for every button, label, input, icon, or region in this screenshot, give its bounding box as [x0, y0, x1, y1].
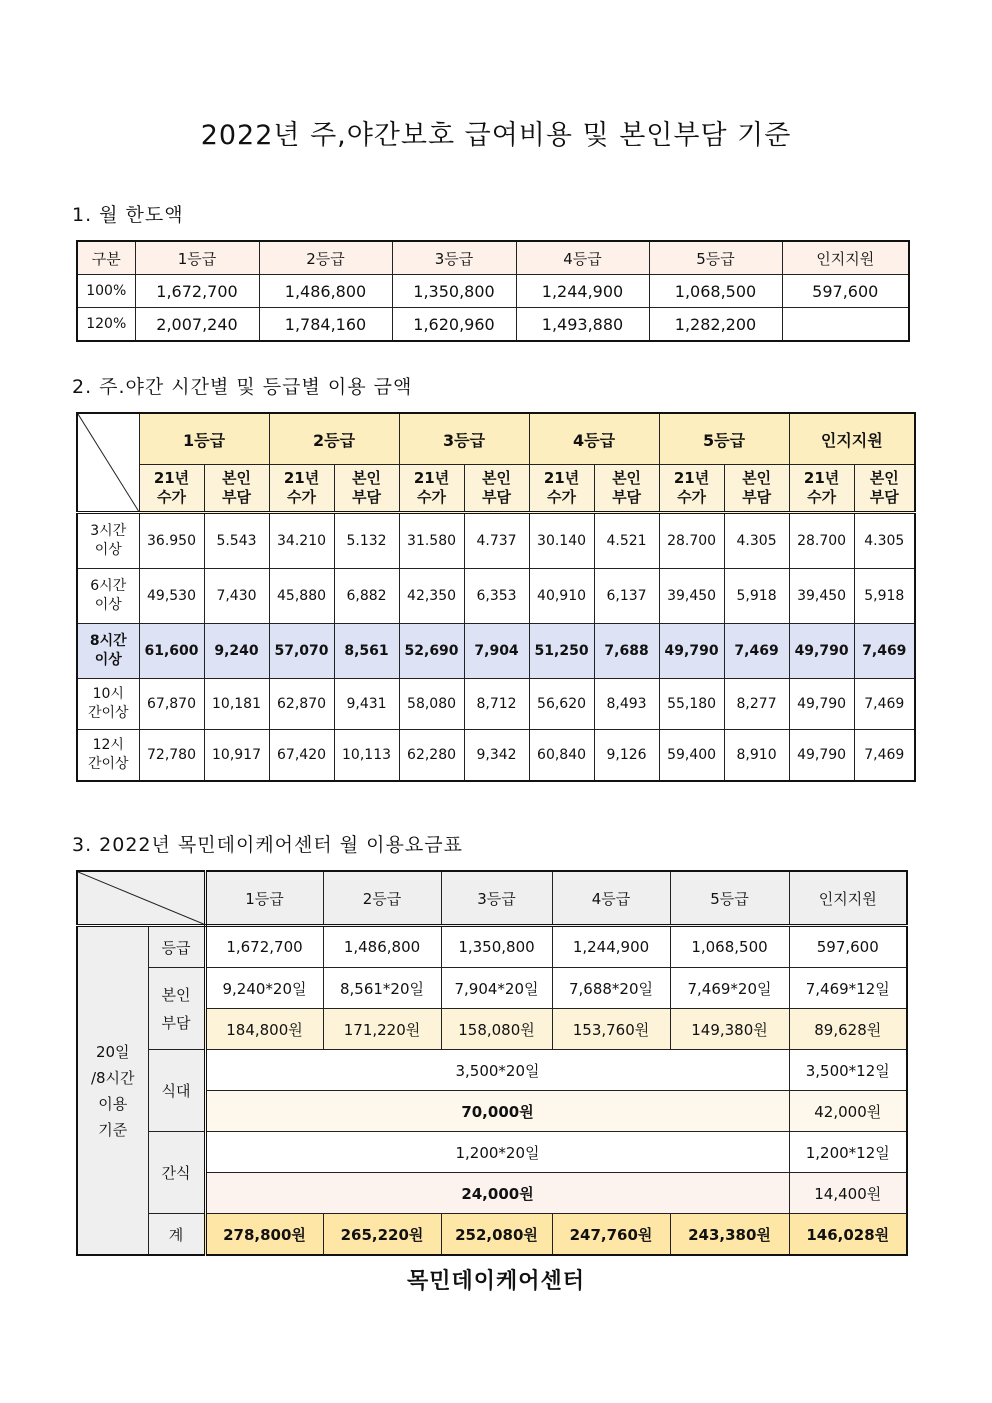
- sub-header-cell: [529, 465, 594, 513]
- cell: 4.305: [854, 513, 915, 569]
- usage-basis-line: 이용: [98, 1094, 128, 1113]
- cell: 61,600: [139, 624, 204, 679]
- row-label: [77, 679, 139, 730]
- cell: 8,493: [594, 679, 659, 730]
- grade-header: 4등급: [552, 871, 670, 926]
- grade-header-row: [77, 413, 915, 465]
- cell: 278,800원: [205, 1214, 323, 1256]
- cell: [782, 308, 909, 342]
- grade-header: 2등급: [269, 413, 399, 465]
- table-row: [77, 308, 909, 342]
- table-row: [77, 513, 915, 569]
- row-label-line: 부담: [161, 1013, 191, 1032]
- monthly-limit-table: [76, 240, 910, 342]
- cell: 7,469: [854, 679, 915, 730]
- cell: 7,469: [854, 624, 915, 679]
- cell: 1,350,800: [441, 926, 552, 968]
- cell: 7,469*20일: [670, 968, 789, 1009]
- sub-header-cell: [204, 465, 269, 513]
- cell: 62,870: [269, 679, 334, 730]
- hourly-rate-table: [76, 412, 916, 782]
- sub-header-line: 부담: [352, 488, 382, 506]
- cell: 67,870: [139, 679, 204, 730]
- cell: 4.737: [464, 513, 529, 569]
- row-label-line: 이상: [94, 542, 122, 558]
- cell: 3,500*20일: [205, 1050, 789, 1091]
- cell: 146,028원: [789, 1214, 907, 1256]
- sub-header-line: 21년: [673, 469, 710, 487]
- cell: 1,486,800: [323, 926, 441, 968]
- cell: 1,200*20일: [205, 1132, 789, 1173]
- row-label: 120%: [77, 308, 135, 342]
- cell: 59,400: [659, 730, 724, 782]
- sub-header-row: [77, 465, 915, 513]
- cell: 40,910: [529, 569, 594, 624]
- sub-header-line: 21년: [153, 469, 190, 487]
- cell: 2,007,240: [135, 308, 259, 342]
- cell: 171,220원: [323, 1009, 441, 1050]
- cell: 42,350: [399, 569, 464, 624]
- table-row: [77, 275, 909, 308]
- cell: 70,000원: [205, 1091, 789, 1132]
- sub-header-cell: [334, 465, 399, 513]
- cell: 1,486,800: [259, 275, 392, 308]
- cell: 6,882: [334, 569, 399, 624]
- sub-header-line: 21년: [413, 469, 450, 487]
- sub-header-cell: [139, 465, 204, 513]
- center-name-footer: 목민데이케어센터: [406, 1269, 586, 1294]
- sub-header-cell: [854, 465, 915, 513]
- sub-header-line: 부담: [482, 488, 512, 506]
- row-label-line: 3시간: [90, 523, 127, 539]
- cell: 49,530: [139, 569, 204, 624]
- sub-header-cell: [464, 465, 529, 513]
- grade-header: 1등급: [205, 871, 323, 926]
- cell: 5.132: [334, 513, 399, 569]
- row-label-line: 10시: [92, 686, 124, 702]
- cell: 28.700: [789, 513, 854, 569]
- cell: 158,080원: [441, 1009, 552, 1050]
- sub-header-cell: [399, 465, 464, 513]
- sub-header-line: 수가: [287, 488, 316, 506]
- sub-header-line: 본인: [869, 469, 899, 487]
- row-label: [148, 968, 205, 1050]
- sub-header-line: 부담: [612, 488, 642, 506]
- grade-header: 5등급: [670, 871, 789, 926]
- grade-header: 1등급: [139, 413, 269, 465]
- grade-header: 4등급: [529, 413, 659, 465]
- cell: 1,244,900: [516, 275, 649, 308]
- section1-heading: 1. 월 한도액: [72, 204, 184, 226]
- row-label-line: 12시: [92, 737, 124, 753]
- sub-header-line: 부담: [869, 488, 899, 506]
- cell: 67,420: [269, 730, 334, 782]
- cell: 30.140: [529, 513, 594, 569]
- monthly-fee-table: [76, 870, 908, 1256]
- cell: 4.521: [594, 513, 659, 569]
- sub-header-line: 21년: [283, 469, 320, 487]
- cell: 1,784,160: [259, 308, 392, 342]
- cell: 10,181: [204, 679, 269, 730]
- grade-header-row: [77, 871, 907, 926]
- row-label-line: 8시간: [89, 633, 127, 649]
- cell: 7,904: [464, 624, 529, 679]
- grade-limit-row: [77, 926, 907, 968]
- cell: 10,917: [204, 730, 269, 782]
- cell: 7,904*20일: [441, 968, 552, 1009]
- diagonal-line: [78, 414, 139, 511]
- header-cell: 5등급: [649, 241, 782, 275]
- cell: 8,910: [724, 730, 789, 782]
- usage-basis-label: [77, 926, 148, 1256]
- cell: 1,672,700: [135, 275, 259, 308]
- grade-header: 2등급: [323, 871, 441, 926]
- header-cell: 2등급: [259, 241, 392, 275]
- header-cell: 1등급: [135, 241, 259, 275]
- cell: 252,080원: [441, 1214, 552, 1256]
- cell: 39,450: [659, 569, 724, 624]
- cell: 247,760원: [552, 1214, 670, 1256]
- cell: 8,561: [334, 624, 399, 679]
- cell: 7,469: [854, 730, 915, 782]
- cell: 31.580: [399, 513, 464, 569]
- cell: 49,790: [789, 679, 854, 730]
- sub-header-line: 수가: [677, 488, 707, 506]
- table-header-row: [77, 241, 909, 275]
- sub-header-line: 부담: [222, 488, 251, 506]
- row-label: 등급: [148, 926, 205, 968]
- diagonal-corner-cell: [77, 871, 205, 926]
- cell: 1,244,900: [552, 926, 670, 968]
- sub-header-line: 부담: [742, 488, 772, 506]
- cell: 149,380원: [670, 1009, 789, 1050]
- sub-header-cell: [269, 465, 334, 513]
- row-label: [77, 624, 139, 679]
- section3-heading: 3. 2022년 목민데이케어센터 월 이용요금표: [72, 834, 463, 856]
- sub-header-line: 본인: [352, 469, 382, 487]
- header-cell: 3등급: [392, 241, 516, 275]
- row-label-line: 이상: [94, 597, 122, 613]
- cell: 1,068,500: [649, 275, 782, 308]
- cell: 89,628원: [789, 1009, 907, 1050]
- diagonal-line: [78, 872, 204, 924]
- header-cell: 구분: [77, 241, 135, 275]
- section2-heading: 2. 주.야간 시간별 및 등급별 이용 금액: [72, 376, 413, 398]
- cell: 5,918: [854, 569, 915, 624]
- row-label-line: 본인: [161, 985, 191, 1004]
- cell: 1,620,960: [392, 308, 516, 342]
- row-label-line: 간이상: [87, 705, 129, 721]
- table-row: [77, 569, 915, 624]
- sub-header-cell: [789, 465, 854, 513]
- usage-basis-line: 기준: [98, 1120, 128, 1139]
- cell: 45,880: [269, 569, 334, 624]
- meal-formula-row: [77, 1050, 907, 1091]
- grade-header: 인지지원: [789, 871, 907, 926]
- cell: 3,500*12일: [789, 1050, 907, 1091]
- row-label: [77, 513, 139, 569]
- cell: 8,712: [464, 679, 529, 730]
- cell: 49,790: [789, 730, 854, 782]
- sub-header-cell: [594, 465, 659, 513]
- cell: 9,431: [334, 679, 399, 730]
- cell: 56,620: [529, 679, 594, 730]
- cell: 39,450: [789, 569, 854, 624]
- cell: 7,688: [594, 624, 659, 679]
- cell: 8,561*20일: [323, 968, 441, 1009]
- cell: 9,240: [204, 624, 269, 679]
- cell: 265,220원: [323, 1214, 441, 1256]
- row-label: [77, 569, 139, 624]
- cell: 1,493,880: [516, 308, 649, 342]
- cell: 597,600: [782, 275, 909, 308]
- grade-header: 5등급: [659, 413, 789, 465]
- cell: 49,790: [659, 624, 724, 679]
- grade-header: 3등급: [399, 413, 529, 465]
- usage-basis-line: /8시간: [90, 1068, 135, 1087]
- cell: 243,380원: [670, 1214, 789, 1256]
- cell: 5.543: [204, 513, 269, 569]
- cell: 57,070: [269, 624, 334, 679]
- diagonal-corner-cell: [77, 413, 139, 513]
- table-row: [77, 730, 915, 782]
- cell: 60,840: [529, 730, 594, 782]
- cell: 7,430: [204, 569, 269, 624]
- cell: 7,469: [724, 624, 789, 679]
- page-title: 2022년 주,야간보호 급여비용 및 본인부담 기준: [200, 120, 792, 151]
- sub-header-line: 수가: [547, 488, 577, 506]
- sub-header-line: 본인: [222, 469, 251, 487]
- row-label-line: 이상: [94, 652, 122, 668]
- cell: 34.210: [269, 513, 334, 569]
- sub-header-line: 수가: [157, 488, 186, 506]
- header-cell: 인지지원: [782, 241, 909, 275]
- cell: 9,342: [464, 730, 529, 782]
- row-label: 간식: [148, 1132, 205, 1214]
- cell: 62,280: [399, 730, 464, 782]
- row-label: 식대: [148, 1050, 205, 1132]
- sub-header-line: 수가: [807, 488, 837, 506]
- cell: 58,080: [399, 679, 464, 730]
- sub-header-line: 21년: [803, 469, 840, 487]
- sub-header-cell: [724, 465, 789, 513]
- sub-header-line: 본인: [742, 469, 772, 487]
- cell: 153,760원: [552, 1009, 670, 1050]
- usage-basis-line: 20일: [95, 1042, 130, 1061]
- cell: 1,282,200: [649, 308, 782, 342]
- cell: 1,672,700: [205, 926, 323, 968]
- cell: 6,137: [594, 569, 659, 624]
- cell: 9,126: [594, 730, 659, 782]
- grade-header: 3등급: [441, 871, 552, 926]
- cell: 1,350,800: [392, 275, 516, 308]
- table-row: [77, 624, 915, 679]
- cell: 1,068,500: [670, 926, 789, 968]
- cell: 49,790: [789, 624, 854, 679]
- cell: 55,180: [659, 679, 724, 730]
- row-label-line: 간이상: [87, 756, 129, 772]
- cell: 36.950: [139, 513, 204, 569]
- sub-header-line: 수가: [417, 488, 447, 506]
- cell: 184,800원: [205, 1009, 323, 1050]
- total-row: [77, 1214, 907, 1256]
- cell: 4.305: [724, 513, 789, 569]
- row-label-line: 6시간: [90, 578, 127, 594]
- cell: 14,400원: [789, 1173, 907, 1214]
- copay-formula-row: [77, 968, 907, 1009]
- cell: 7,688*20일: [552, 968, 670, 1009]
- header-cell: 4등급: [516, 241, 649, 275]
- cell: 28.700: [659, 513, 724, 569]
- row-label: 100%: [77, 275, 135, 308]
- snack-formula-row: [77, 1132, 907, 1173]
- cell: 5,918: [724, 569, 789, 624]
- cell: 6,353: [464, 569, 529, 624]
- cell: 597,600: [789, 926, 907, 968]
- cell: 42,000원: [789, 1091, 907, 1132]
- sub-header-line: 21년: [543, 469, 580, 487]
- table-row: [77, 679, 915, 730]
- cell: 7,469*12일: [789, 968, 907, 1009]
- cell: 51,250: [529, 624, 594, 679]
- sub-header-line: 본인: [612, 469, 642, 487]
- sub-header-line: 본인: [482, 469, 512, 487]
- cell: 9,240*20일: [205, 968, 323, 1009]
- row-label: [77, 730, 139, 782]
- sub-header-cell: [659, 465, 724, 513]
- cell: 52,690: [399, 624, 464, 679]
- row-label: 계: [148, 1214, 205, 1256]
- cell: 8,277: [724, 679, 789, 730]
- cell: 24,000원: [205, 1173, 789, 1214]
- cell: 1,200*12일: [789, 1132, 907, 1173]
- grade-header: 인지지원: [789, 413, 915, 465]
- cell: 10,113: [334, 730, 399, 782]
- cell: 72,780: [139, 730, 204, 782]
